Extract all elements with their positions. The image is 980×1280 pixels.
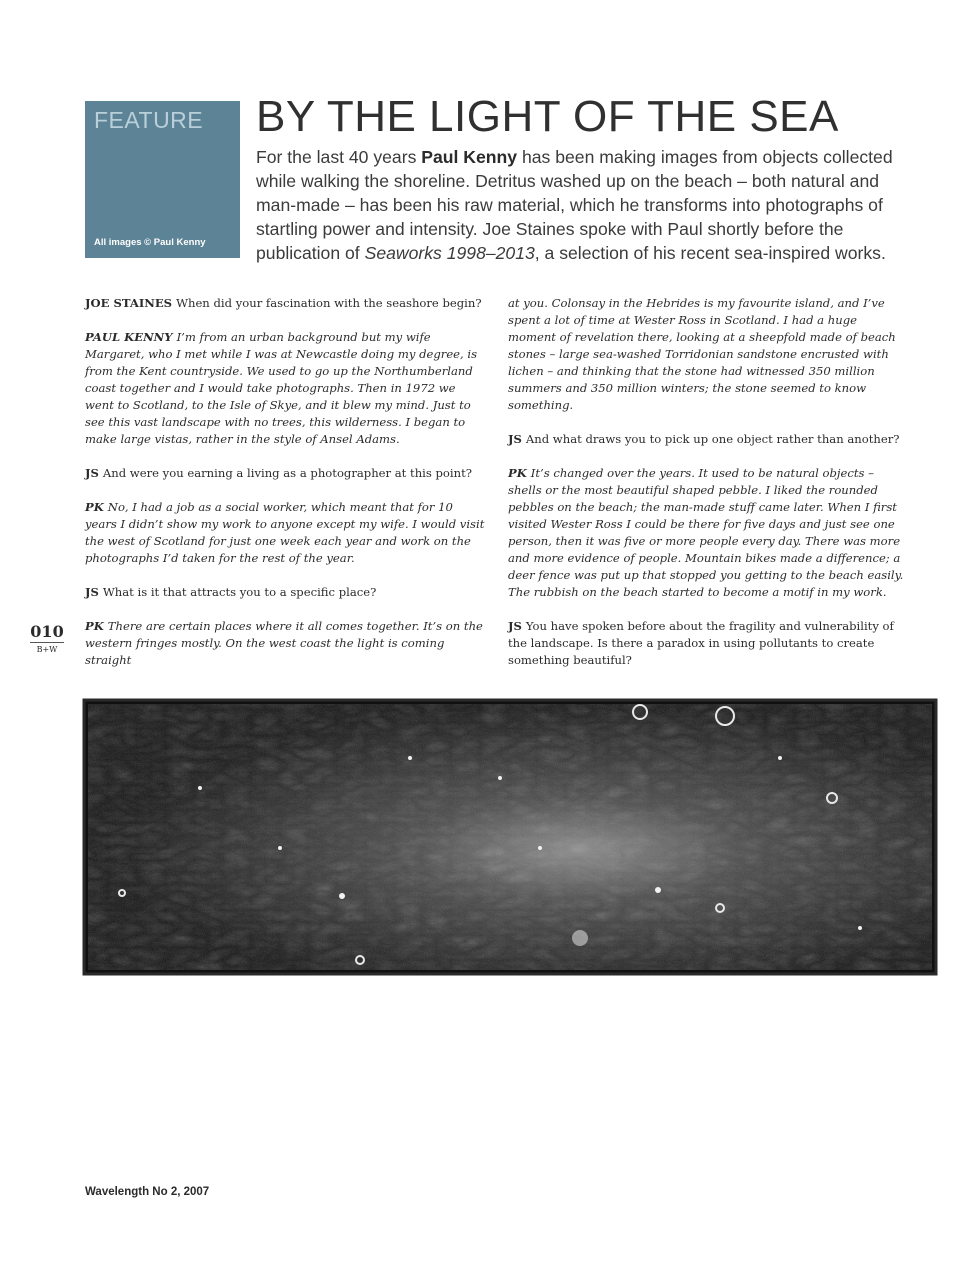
paragraph-text: No, I had a job as a social worker, which meant that for 10 years I didn’t show my work to anyone except my wife. I would visit the west of Scotland for just one week each year and work on the photographs I’d taken for the rest of the year. xyxy=(85,500,485,565)
interview-question xyxy=(508,431,908,448)
interview-column-left xyxy=(85,295,485,686)
photo-caption: Wavelength No 2, 2007 xyxy=(85,1186,210,1198)
standfirst-pre: For the last 40 years xyxy=(256,147,422,167)
interview-answer-continued xyxy=(508,295,908,414)
feature-photograph xyxy=(80,698,940,976)
interview-answer xyxy=(85,499,485,567)
interview-answer xyxy=(85,329,485,448)
page-number: 010 xyxy=(30,622,64,641)
photo-artwork xyxy=(80,698,940,976)
speaker-label: PK xyxy=(85,619,104,633)
paragraph-text: It’s changed over the years. It used to be natural objects – shells or the most beautiful shaped pebble. I liked the rounded pebbles on the beach; the man-made stuff came later. When I first visited Wester Ross I could be there for five days and just see one person, then it was five or more people every day. There was more and more evidence of people. Mountain bikes made a difference; a deer fence was put up that stopped you getting to the beach easily. The rubbish on the beach started to become a motif in my work. xyxy=(508,466,904,599)
interview-question xyxy=(85,295,485,312)
paragraph-text: When did your fascination with the seashore begin? xyxy=(176,296,482,310)
interview-question xyxy=(85,584,485,601)
paragraph-text: There are certain places where it all comes together. It’s on the western fringes mostly. On the west coast the light is coming straight xyxy=(85,619,483,667)
paragraph-text: And what draws you to pick up one object rather than another? xyxy=(525,432,900,446)
interview-answer xyxy=(85,618,485,669)
magazine-mark: B+W xyxy=(36,645,58,654)
interview-question xyxy=(508,618,908,669)
speaker-label: JS xyxy=(85,466,99,480)
speaker-label: JS xyxy=(508,432,522,446)
speaker-label: JOE STAINES xyxy=(85,296,173,310)
interview-answer xyxy=(508,465,908,601)
section-label: FEATURE xyxy=(94,107,204,133)
interview-column-right xyxy=(508,295,908,686)
article-title: BY THE LIGHT OF THE SEA xyxy=(256,92,839,141)
paragraph-text: I’m from an urban background but my wife Margaret, who I met while I was at Newcastle doing my degree, is from the Kent countryside. We used to go up the Northumberland coast together and I would take photographs. Then in 1972 we went to Scotland, to the Isle of Skye, and it blew my mind. Just to see this vast landscape with no trees, this wilderness. I began to make large vistas, rather in the style of Ansel Adams. xyxy=(85,330,478,446)
standfirst xyxy=(256,145,896,265)
folio-rule xyxy=(30,642,64,643)
paragraph-text: at you. Colonsay in the Hebrides is my favourite island, and I’ve spent a lot of time at Wester Ross in Scotland. I had a huge moment of revelation there, looking at a sheepfold made of beach stones – large sea-washed Torridonian sandstone encrusted with lichen – and thinking that the stone had witnessed 350 million summers and 350 million winters; the stone seemed to know something. xyxy=(508,296,896,412)
standfirst-name: Paul Kenny xyxy=(421,147,518,167)
standfirst-mid: has been making images from objects collected while walking the shoreline. Detritus washed up on the beach – both natural and man-made – has been his raw material, which he transforms into photographs of startling power and intensity. Joe Staines spoke with Paul shortly before the publication of xyxy=(256,147,893,263)
paragraph-text: You have spoken before about the fragility and vulnerability of the landscape. Is there a paradox in using pollutants to create something beautiful? xyxy=(508,619,894,667)
standfirst-book: Seaworks 1998–2013 xyxy=(364,243,535,263)
standfirst-post: , a selection of his recent sea-inspired works. xyxy=(534,243,886,263)
page-folio xyxy=(30,622,64,654)
speaker-label: PAUL KENNY xyxy=(85,330,173,344)
speaker-label: PK xyxy=(85,500,104,514)
photo-grain xyxy=(88,704,932,970)
paragraph-text: What is it that attracts you to a specific place? xyxy=(102,585,377,599)
speaker-label: JS xyxy=(508,619,522,633)
section-tag-box xyxy=(85,101,240,258)
speaker-label: JS xyxy=(85,585,99,599)
paragraph-text: And were you earning a living as a photographer at this point? xyxy=(102,466,472,480)
image-credit: All images © Paul Kenny xyxy=(94,237,206,248)
interview-question xyxy=(85,465,485,482)
speaker-label: PK xyxy=(508,466,527,480)
